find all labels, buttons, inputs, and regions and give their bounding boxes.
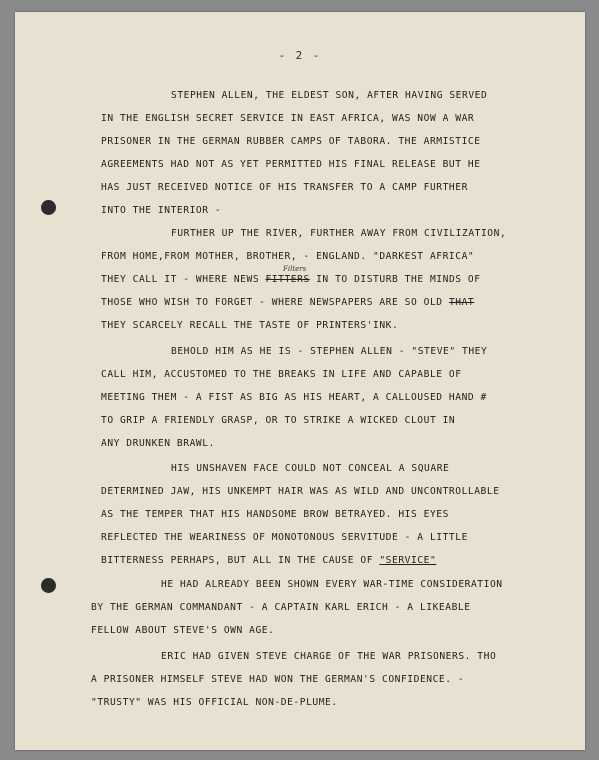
punch-hole-bottom <box>41 578 56 593</box>
text-line: THOSE WHO WISH TO FORGET - WHERE NEWSPAPERS ARE SO OLD THAT <box>101 297 475 308</box>
text-line: FURTHER UP THE RIVER, FURTHER AWAY FROM CIVILIZATION, <box>171 228 507 239</box>
text-line: FROM HOME,FROM MOTHER, BROTHER, - ENGLAND. "DARKEST AFRICA" <box>101 251 475 262</box>
text-line: "TRUSTY" WAS HIS OFFICIAL NON-DE-PLUME. <box>91 697 338 708</box>
text-line: MEETING THEM - A FIST AS BIG AS HIS HEART, A CALLOUSED HAND # <box>101 392 487 403</box>
page-number: - 2 - <box>278 49 322 62</box>
text-line: TO GRIP A FRIENDLY GRASP, OR TO STRIKE A WICKED CLOUT IN <box>101 415 456 426</box>
text-line: IN THE ENGLISH SECRET SERVICE IN EAST AFRICA, WAS NOW A WAR <box>101 113 475 124</box>
text-line: INTO THE INTERIOR - <box>101 205 222 216</box>
text-line: FELLOW ABOUT STEVE'S OWN AGE. <box>91 625 275 636</box>
text-line: DETERMINED JAW, HIS UNKEMPT HAIR WAS AS WILD AND UNCONTROLLABLE <box>101 486 500 497</box>
punch-hole-top <box>41 200 56 215</box>
struck-word: FITTERS <box>265 274 310 285</box>
text-line: HAS JUST RECEIVED NOTICE OF HIS TRANSFER TO A CAMP FURTHER <box>101 182 468 193</box>
text-line: REFLECTED THE WEARINESS OF MONOTONOUS SERVITUDE - A LITTLE <box>101 532 468 543</box>
text-line: ERIC HAD GIVEN STEVE CHARGE OF THE WAR PRISONERS. THO <box>161 651 497 662</box>
text-line: STEPHEN ALLEN, THE ELDEST SON, AFTER HAVING SERVED <box>171 90 488 101</box>
text-line: HE HAD ALREADY BEEN SHOWN EVERY WAR-TIME CONSIDERATION <box>161 579 503 590</box>
text-line: ANY DRUNKEN BRAWL. <box>101 438 215 449</box>
text-line: AS THE TEMPER THAT HIS HANDSOME BROW BETRAYED. HIS EYES <box>101 509 449 520</box>
underlined-word: "SERVICE" <box>379 555 437 566</box>
handwritten-correction: Filters <box>283 265 307 273</box>
text-line: A PRISONER HIMSELF STEVE HAD WON THE GERMAN'S CONFIDENCE. - <box>91 674 465 685</box>
text-line: THEY CALL IT - WHERE NEWS FITTERS IN TO DISTURB THE MINDS OF <box>101 274 481 285</box>
typewritten-page <box>15 12 585 750</box>
text-line: HIS UNSHAVEN FACE COULD NOT CONCEAL A SQUARE <box>171 463 450 474</box>
text-line: BITTERNESS PERHAPS, BUT ALL IN THE CAUSE OF "SERVICE" <box>101 555 437 566</box>
text-line: BEHOLD HIM AS HE IS - STEPHEN ALLEN - "STEVE" THEY <box>171 346 488 357</box>
text-line: CALL HIM, ACCUSTOMED TO THE BREAKS IN LIFE AND CAPABLE OF <box>101 369 462 380</box>
text-line: AGREEMENTS HAD NOT AS YET PERMITTED HIS FINAL RELEASE BUT HE <box>101 159 481 170</box>
text-line: BY THE GERMAN COMMANDANT - A CAPTAIN KARL ERICH - A LIKEABLE <box>91 602 471 613</box>
struck-word: THAT <box>448 297 475 308</box>
text-line: PRISONER IN THE GERMAN RUBBER CAMPS OF TABORA. THE ARMISTICE <box>101 136 481 147</box>
text-line: THEY SCARCELY RECALL THE TASTE OF PRINTERS'INK. <box>101 320 399 331</box>
